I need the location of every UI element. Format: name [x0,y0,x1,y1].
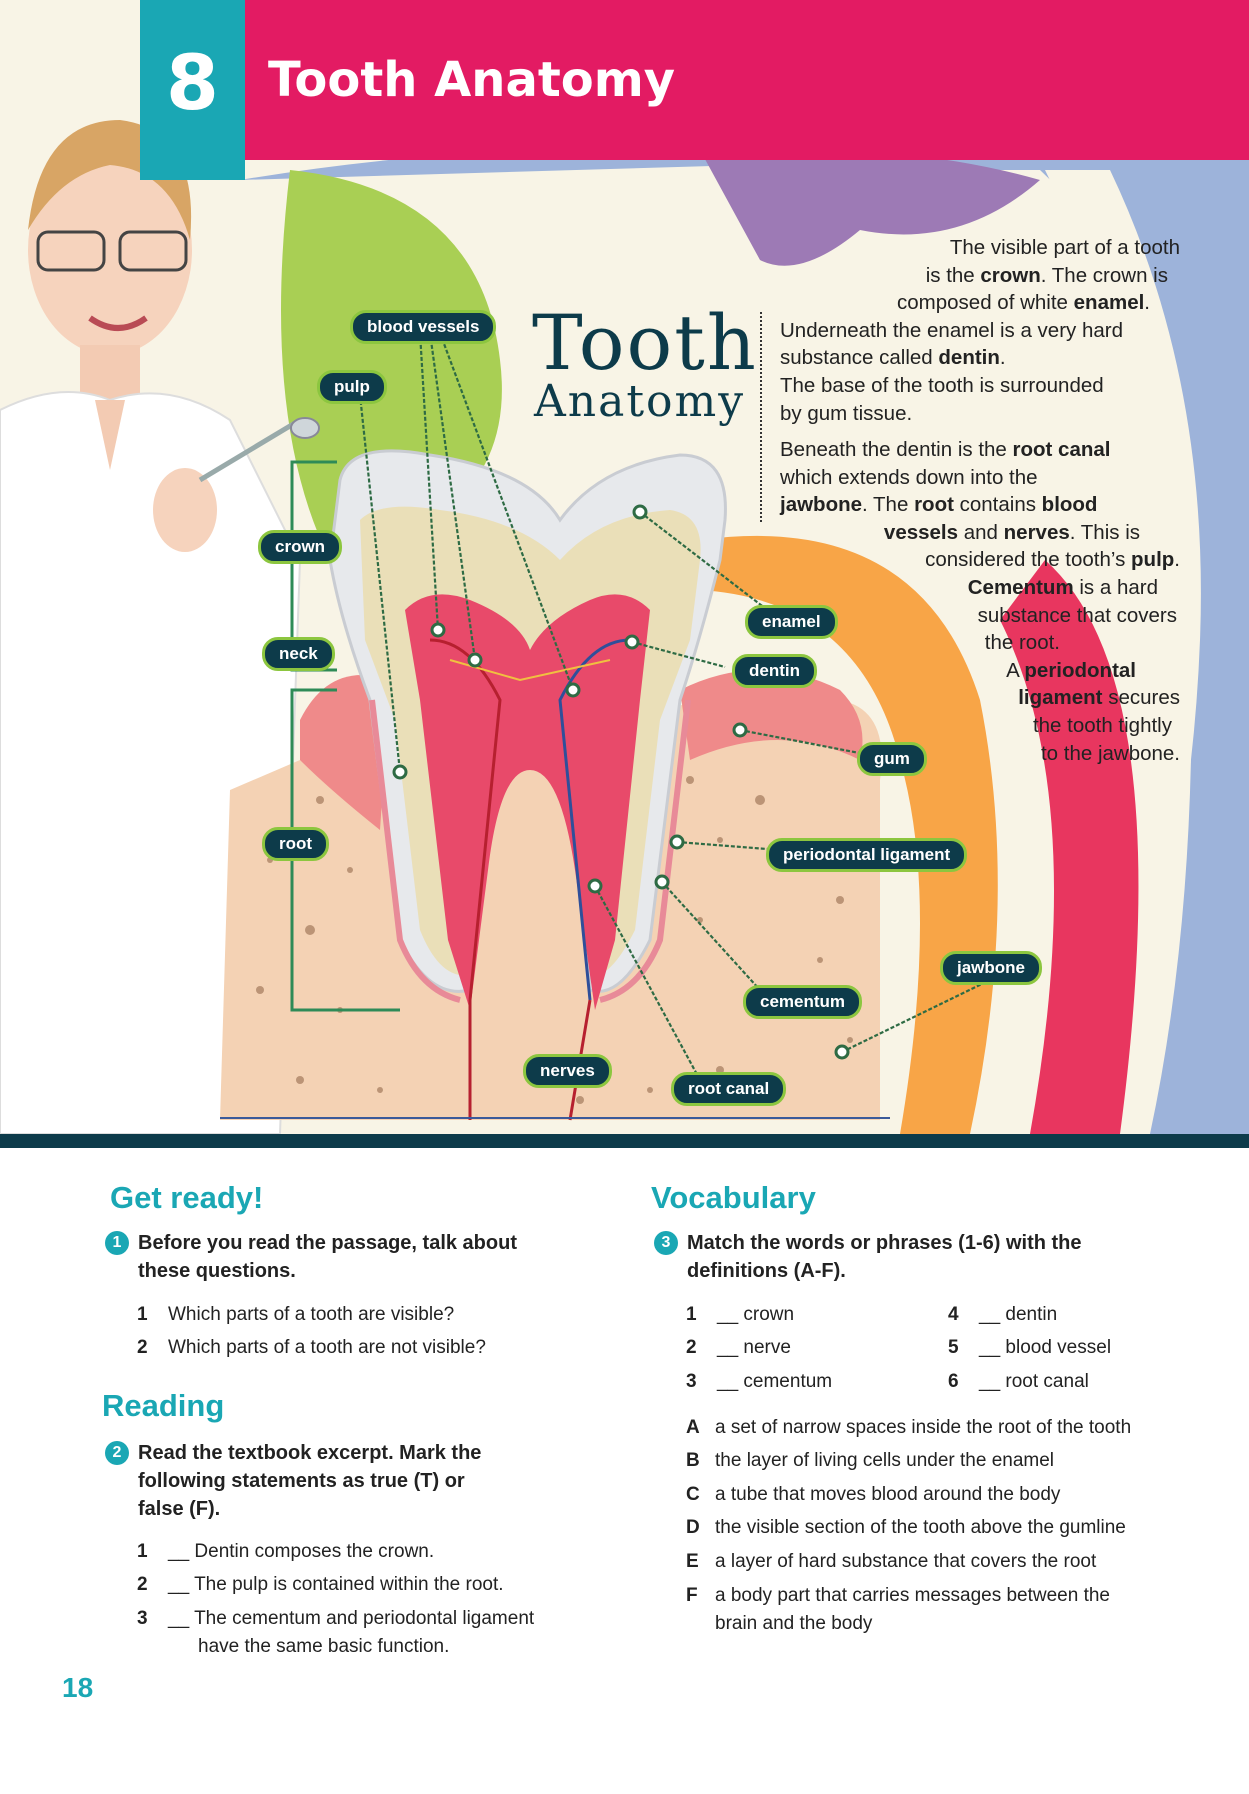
title-divider [760,312,762,522]
reading-heading: Reading [102,1388,225,1423]
passage-line: is the crown. The crown is [925,263,1168,287]
passage-line: substance that covers [977,603,1177,627]
task-1-line2: these questions. [138,1260,296,1282]
task-2-instruction: 2 Read the textbook excerpt. Mark the following statements as true (T) or false (F). [138,1439,578,1523]
task-1-number: 1 [105,1231,129,1255]
word-5: 5 __ blood vessel [948,1337,1112,1358]
section-divider [0,1134,1249,1148]
question-1: 1 Which parts of a tooth are visible? [137,1304,455,1325]
label-pulp: pulp [317,370,387,404]
passage-line: the root. [984,631,1060,655]
definition-f-cont: brain and the body [715,1613,873,1634]
word-3: 3 __ cementum [686,1371,833,1392]
passage-bold-term: nerves [1003,520,1070,544]
passage-bold-term: dentin [938,346,1000,370]
passage-paragraph-2 [780,436,1180,767]
passage-line: considered the tooth’s pulp. [925,548,1180,572]
passage-line: A periodontal [1006,658,1136,682]
label-neck: neck [262,637,335,671]
label-crown: crown [258,530,342,564]
passage-bold-term: root [914,493,954,517]
task-3-instruction: 3 Match the words or phrases (1-6) with the definitions (A-F). [687,1229,1167,1285]
passage-line: The base of the tooth is surrounded [780,373,1104,397]
task-1-instruction [112,1229,578,1285]
statement-1: 1 __ Dentin composes the crown. [137,1541,435,1562]
definition-c: C a tube that moves blood around the body [686,1484,1061,1505]
task-3-number: 3 [654,1231,678,1255]
vocabulary-heading: Vocabulary [651,1180,816,1215]
passage-bold-term: enamel [1073,291,1145,315]
task-1-line1: Before you read the passage, talk about [138,1232,517,1254]
label-enamel: enamel [745,605,838,639]
passage-line: to the jawbone. [1040,741,1180,765]
passage-bold-term: jawbone [780,493,863,517]
task-2-number: 2 [105,1441,129,1465]
passage-bold-term: crown [980,263,1041,287]
label-cementum: cementum [743,985,862,1019]
label-root-canal: root canal [671,1072,786,1106]
passage-line: Beneath the dentin is the root canal [780,438,1111,461]
question-2: 2 Which parts of a tooth are not visible? [137,1337,486,1358]
passage-line: jawbone. The root contains blood [780,493,1098,517]
page-number: 18 [62,1672,94,1703]
passage-line: The visible part of a tooth [949,236,1180,259]
word-6: 6 __ root canal [948,1371,1089,1392]
word-2: 2 __ nerve [686,1337,791,1358]
label-gum: gum [857,742,927,776]
passage-line: by gum tissue. [780,401,913,425]
diagram-title-line2: Anatomy [534,376,746,427]
passage-bold-term: ligament [1018,686,1103,710]
definition-d: D the visible section of the tooth above the gumline [686,1517,1126,1538]
get-ready-heading: Get ready! [110,1180,264,1215]
statement-3: 3 __ The cementum and periodontal ligament [137,1608,535,1629]
word-1: 1 __ crown [686,1304,795,1325]
diagram-title-line1: Tooth [532,298,758,387]
definition-a: A a set of narrow spaces inside the root of the tooth [686,1417,1132,1438]
passage-line: Underneath the enamel is a very hard [780,318,1124,342]
passage-bold-term: pulp [1131,548,1175,572]
passage-bold-term: periodontal [1024,658,1136,682]
label-nerves: nerves [523,1054,612,1088]
definition-b: B the layer of living cells under the enamel [686,1450,1055,1471]
label-root: root [262,827,329,861]
definition-f: F a body part that carries messages between the [686,1585,1111,1606]
passage-line: ligament secures [1018,686,1180,710]
passage-line: composed of white enamel. [897,291,1150,315]
passage-bold-term: blood [1041,493,1098,517]
label-blood-vessels: blood vessels [350,310,496,344]
label-dentin: dentin [732,654,817,688]
statement-3-cont: have the same basic function. [198,1636,450,1657]
chapter-title: Tooth Anatomy [268,52,676,108]
passage-line: which extends down into the [780,465,1038,489]
label-jawbone: jawbone [940,951,1042,985]
statement-2: 2 __ The pulp is contained within the root. [137,1574,504,1595]
passage-bold-term: Cementum [967,575,1074,599]
passage-bold-term: root canal [1012,438,1111,461]
word-4: 4 __ dentin [948,1304,1058,1325]
label-periodontal-ligament: periodontal ligament [766,838,967,872]
passage-line: Cementum is a hard [967,575,1158,599]
definition-e: E a layer of hard substance that covers the root [686,1551,1097,1572]
passage-bold-term: vessels [883,520,959,544]
passage-paragraph-1 [780,234,1180,427]
passage-line: vessels and nerves. This is [883,520,1140,544]
passage-line: the tooth tightly [1032,713,1172,737]
passage-line: substance called dentin. [780,346,1006,370]
chapter-number: 8 [166,38,219,127]
